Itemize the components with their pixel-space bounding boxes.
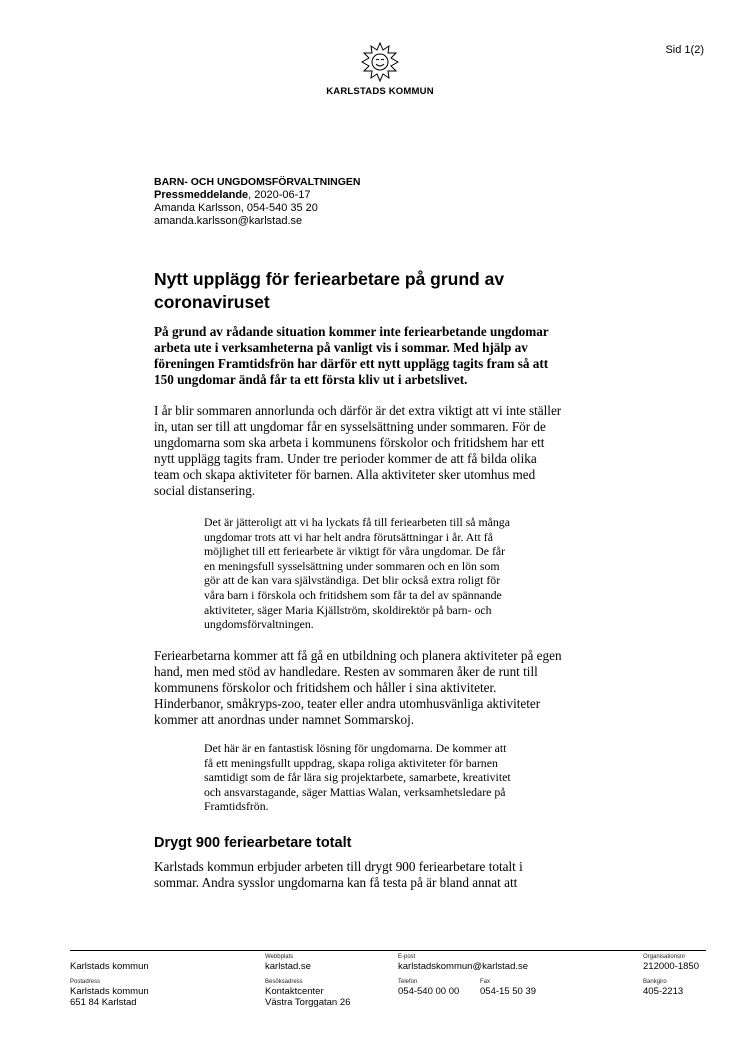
- headline-line: coronaviruset: [154, 292, 270, 312]
- footer-orgnr-label: Organisationsnr: [643, 954, 686, 960]
- page-number: Sid 1(2): [665, 44, 704, 56]
- footer-web-label: Webbplats: [265, 954, 294, 960]
- text-line: Framtidsfrön.: [204, 799, 269, 814]
- text-line: arbeta ute i verksamheterna på vanligt vis i sommar. Med hjälp av: [154, 340, 528, 355]
- footer-postal-line: 651 84 Karlstad: [70, 997, 137, 1008]
- footer-postal-line: Karlstads kommun: [70, 986, 149, 997]
- footer-col-orgnr: [643, 953, 699, 997]
- press-label: Pressmeddelande: [154, 189, 249, 201]
- text-line: team och skapa aktiviteter för barnen. Alla aktiviteter sker utomhus med: [154, 467, 536, 482]
- sun-face-icon: [360, 42, 400, 82]
- footer-fax: 054-15 50 39: [480, 986, 536, 997]
- text-line: social distansering.: [154, 483, 256, 498]
- paragraph-3: [154, 859, 624, 891]
- quote-2: [204, 741, 584, 814]
- text-line: I år blir sommaren annorlunda och därför är det extra viktigt att vi inte ställer: [154, 403, 562, 418]
- headline: [154, 268, 594, 314]
- text-line: ungdomarna som ska arbeta i kommunens förskolor och fritidshem har ett: [154, 435, 545, 450]
- text-line: gör att de kan vara självständiga. Det blir också extra roligt för: [204, 573, 501, 588]
- footer-fax-label: Fax: [480, 979, 491, 985]
- text-line: Det här är en fantastisk lösning för ungdomarna. De kommer att: [204, 741, 507, 755]
- footer-postal-label: Postadress: [70, 979, 101, 985]
- text-line: möjlighet till ett feriearbete är viktigt för våra ungdomar. De får: [204, 544, 506, 559]
- text-line: sommar. Andra sysslor ungdomarna kan få testa på är bland annat att: [154, 875, 518, 890]
- footer: [70, 953, 706, 1023]
- text-line: kommer att anordnas under namnet Sommarskoj.: [154, 712, 415, 727]
- department-name: BARN- OCH UNGDOMSFÖRVALTNINGEN: [154, 176, 361, 188]
- footer-email-link[interactable]: karlstadskommun@karlstad.se: [398, 961, 529, 972]
- subheading: Drygt 900 feriearbetare totalt: [154, 835, 352, 851]
- text-line: och ansvarstagande, säger Mattias Walan, verksamhetsledare på: [204, 784, 506, 799]
- press-date: , 2020-06-17: [248, 189, 311, 201]
- footer-bankgiro-label: Bankgiro: [643, 979, 667, 985]
- footer-orgnr: 212000-1850: [643, 961, 699, 972]
- text-line: Hinderbanor, småkryps-zoo, teater eller andra utomhusvänliga aktiviteter: [154, 696, 541, 711]
- text-line: våra barn i förskola och fritidshem som får ta del av spännande: [204, 587, 502, 602]
- headline-line: Nytt upplägg för feriearbetare på grund av: [154, 269, 505, 289]
- footer-visit-line: Kontaktcenter: [265, 986, 324, 997]
- footer-org-name: Karlstads kommun: [70, 961, 149, 972]
- text-line: Feriearbetarna kommer att få gå en utbildning och planera aktiviteter på egen: [154, 648, 562, 663]
- text-line: in, utan ser till att ungdomar får en sysselsättning under sommaren. För de: [154, 419, 546, 434]
- text-line: en meningsfull sysselsättning under sommaren och en lön som: [204, 558, 500, 573]
- footer-visit-line: Västra Torggatan 26: [265, 997, 351, 1008]
- footer-visit-label: Besöksadress: [265, 979, 303, 985]
- footer-col-org: [70, 953, 149, 1008]
- footer-col-fax: [480, 953, 536, 997]
- paragraph-1: [154, 403, 624, 499]
- text-line: På grund av rådande situation kommer inte feriearbetande ungdomar: [154, 324, 549, 339]
- text-line: föreningen Framtidsfrön har därför ett nytt upplägg tagits fram så att: [154, 356, 549, 371]
- text-line: 150 ungdomar ändå får ta ett första kliv ut i arbetslivet.: [154, 372, 468, 387]
- text-line: Det är jätteroligt att vi ha lyckats få till feriearbeten till så många: [204, 515, 510, 529]
- footer-web-link[interactable]: karlstad.se: [265, 961, 311, 972]
- logo-text: KARLSTADS KOMMUN: [326, 86, 434, 97]
- footer-phone-label: Telefon: [398, 979, 418, 985]
- contact-person: Amanda Karlsson, 054-540 35 20: [154, 202, 318, 214]
- text-line: samtidigt som de får lära sig projektarbete, samarbete, kreativitet: [204, 770, 511, 785]
- lead-paragraph: [154, 324, 624, 388]
- contact-email[interactable]: amanda.karlsson@karlstad.se: [154, 215, 303, 227]
- quote-1: [204, 515, 584, 632]
- text-line: få ett meningsfullt uppdrag, skapa roliga aktiviteter för barnen: [204, 755, 498, 770]
- text-line: ungdomsförvaltningen.: [204, 617, 314, 632]
- press-line: [154, 189, 361, 202]
- text-line: kommunens förskolor och fritidshem och håller i sina aktiviteter.: [154, 680, 497, 695]
- footer-col-web: [265, 953, 350, 1008]
- logo: [300, 42, 460, 97]
- text-line: hand, men med stöd av handledare. Resten av sommaren åker de runt till: [154, 664, 538, 679]
- header-block: [154, 176, 361, 228]
- footer-email-label: E-post: [398, 954, 416, 960]
- paragraph-2: [154, 648, 624, 728]
- text-line: aktiviteter, säger Maria Kjällström, skoldirektör på barn- och: [204, 602, 492, 617]
- text-line: nytt upplägg tagits fram. Under tre perioder kommer de att få bilda olika: [154, 451, 537, 466]
- footer-divider: [70, 950, 706, 951]
- text-line: ungdomar trots att vi har helt andra förutsättningar i år. Att få: [204, 529, 493, 544]
- text-line: Karlstads kommun erbjuder arbeten till drygt 900 feriearbetare totalt i: [154, 859, 523, 874]
- footer-bankgiro: 405-2213: [643, 986, 684, 997]
- footer-phone: 054-540 00 00: [398, 986, 460, 997]
